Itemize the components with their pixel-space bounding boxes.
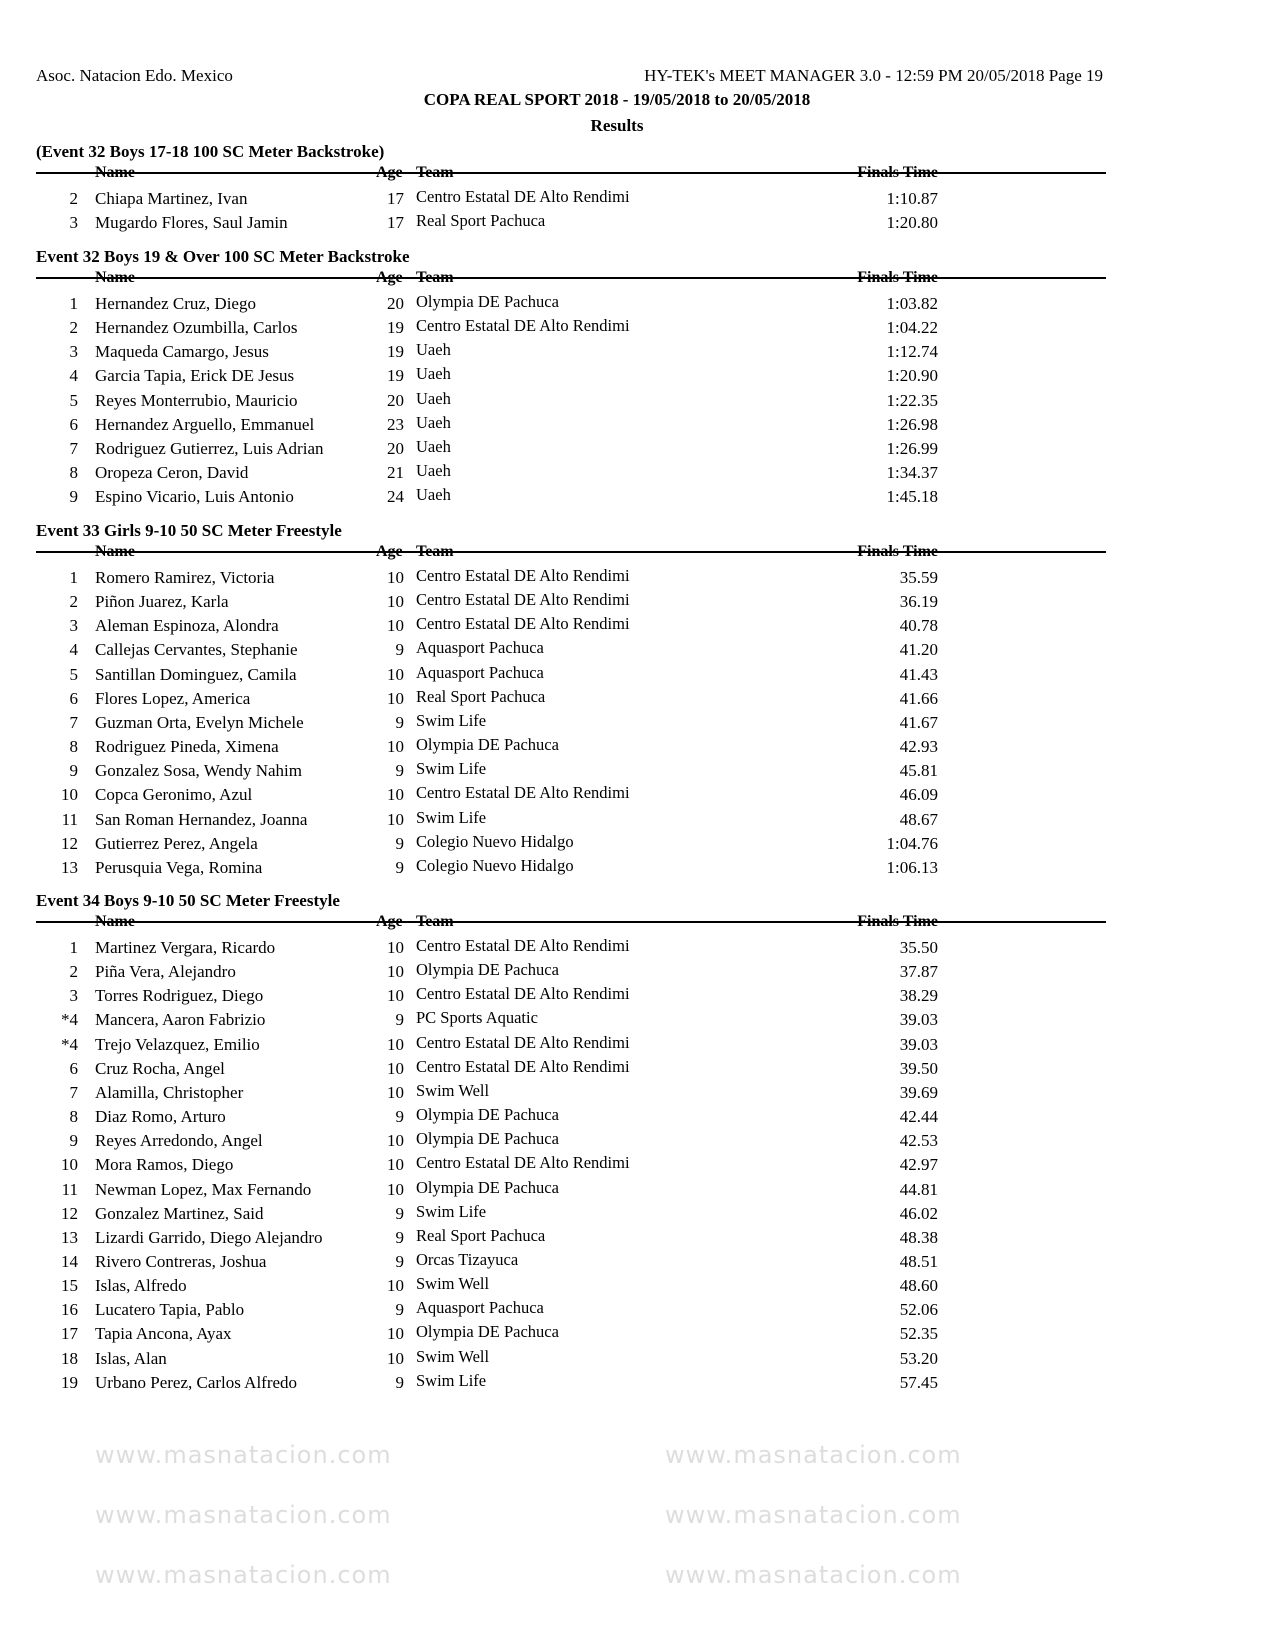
finals-time: 37.87 bbox=[899, 962, 938, 982]
header-rule bbox=[36, 921, 1106, 923]
age: 20 bbox=[387, 390, 404, 410]
swimmer-name: Aleman Espinoza, Alondra bbox=[95, 616, 279, 636]
swimmer-name: Diaz Romo, Arturo bbox=[95, 1107, 226, 1127]
column-header-finals-time: Finals Time bbox=[857, 269, 938, 286]
swimmer-name: Oropeza Ceron, David bbox=[95, 463, 249, 483]
team: Uaeh bbox=[416, 364, 451, 384]
place: 1 bbox=[69, 568, 78, 587]
place: 8 bbox=[69, 1107, 78, 1127]
swimmer-name: Copca Geronimo, Azul bbox=[95, 785, 253, 805]
age: 10 bbox=[387, 737, 404, 757]
result-row bbox=[0, 318, 1275, 342]
column-header-team: Team bbox=[416, 913, 454, 930]
team: PC Sports Aquatic bbox=[416, 1008, 538, 1028]
finals-time: 39.50 bbox=[899, 1058, 938, 1078]
swimmer-name: Mancera, Aaron Fabrizio bbox=[95, 1010, 266, 1030]
team: Olympia DE Pachuca bbox=[416, 292, 559, 311]
team: Uaeh bbox=[416, 485, 451, 505]
results-heading: Results bbox=[590, 116, 644, 135]
header-rule bbox=[36, 551, 1106, 553]
result-row bbox=[0, 1155, 1275, 1179]
result-row bbox=[0, 710, 1275, 737]
finals-time: 41.66 bbox=[899, 688, 938, 708]
age: 19 bbox=[387, 366, 404, 386]
place: 19 bbox=[61, 1372, 78, 1392]
result-row bbox=[0, 1177, 1275, 1204]
place: 2 bbox=[69, 318, 78, 338]
team: Centro Estatal DE Alto Rendimi bbox=[416, 783, 630, 803]
team: Swim Life bbox=[416, 710, 487, 730]
team: Aquasport Pachuca bbox=[416, 1298, 544, 1318]
result-row bbox=[0, 1010, 1275, 1034]
result-row bbox=[0, 1080, 1275, 1107]
result-row bbox=[0, 213, 1275, 237]
team: Orcas Tizayuca bbox=[416, 1249, 519, 1269]
finals-time: 44.81 bbox=[899, 1179, 938, 1199]
result-row bbox=[0, 487, 1275, 511]
age: 9 bbox=[395, 1251, 404, 1271]
finals-time: 35.50 bbox=[899, 938, 938, 957]
swimmer-name: San Roman Hernandez, Joanna bbox=[95, 809, 308, 829]
meet-title: COPA REAL SPORT 2018 - 19/05/2018 to 20/05/2018 bbox=[423, 90, 811, 109]
team: Centro Estatal DE Alto Rendimi bbox=[416, 1056, 630, 1076]
column-header-name: Name bbox=[95, 913, 135, 930]
place: 3 bbox=[69, 986, 78, 1006]
result-row bbox=[0, 1056, 1275, 1083]
event-title: (Event 32 Boys 17-18 100 SC Meter Backstroke) bbox=[36, 142, 385, 161]
swimmer-name: Islas, Alan bbox=[95, 1348, 167, 1368]
column-header-name: Name bbox=[95, 164, 135, 181]
finals-time: 1:10.87 bbox=[886, 189, 938, 208]
place: 8 bbox=[69, 737, 78, 757]
team: Real Sport Pachuca bbox=[416, 211, 546, 231]
team: Uaeh bbox=[416, 436, 451, 456]
age: 19 bbox=[387, 318, 404, 338]
age: 10 bbox=[387, 688, 404, 708]
result-row bbox=[0, 294, 1275, 318]
event-title: Event 34 Boys 9-10 50 SC Meter Freestyle bbox=[36, 891, 340, 910]
team: Colegio Nuevo Hidalgo bbox=[416, 831, 574, 851]
place: 6 bbox=[69, 1058, 78, 1078]
place: 6 bbox=[69, 414, 78, 434]
finals-time: 38.29 bbox=[899, 986, 938, 1006]
finals-time: 48.60 bbox=[899, 1276, 938, 1296]
event-title: Event 33 Girls 9-10 50 SC Meter Freestyle bbox=[36, 521, 342, 540]
swimmer-name: Lucatero Tapia, Pablo bbox=[95, 1300, 245, 1320]
team: Centro Estatal DE Alto Rendimi bbox=[416, 566, 630, 585]
place: 12 bbox=[61, 1203, 78, 1223]
swimmer-name: Lizardi Garrido, Diego Alejandro bbox=[95, 1227, 323, 1247]
result-row bbox=[0, 388, 1275, 415]
team: Centro Estatal DE Alto Rendimi bbox=[416, 316, 630, 336]
swimmer-name: Tapia Ancona, Ayax bbox=[95, 1324, 232, 1344]
result-row bbox=[0, 662, 1275, 689]
finals-time: 1:03.82 bbox=[886, 294, 938, 313]
finals-time: 1:26.99 bbox=[886, 438, 938, 458]
team: Aquasport Pachuca bbox=[416, 638, 544, 658]
team: Swim Life bbox=[416, 759, 487, 779]
event-title: Event 32 Boys 19 & Over 100 SC Meter Backstroke bbox=[36, 247, 410, 266]
finals-time: 52.06 bbox=[899, 1300, 938, 1320]
age: 9 bbox=[395, 833, 404, 853]
watermark: www.masnatacion.com bbox=[95, 1441, 392, 1469]
team: Uaeh bbox=[416, 412, 451, 432]
finals-time: 42.44 bbox=[899, 1107, 938, 1127]
age: 10 bbox=[387, 664, 404, 684]
place: 2 bbox=[69, 592, 78, 612]
swimmer-name: Cruz Rocha, Angel bbox=[95, 1058, 225, 1078]
finals-time: 1:04.76 bbox=[886, 833, 938, 853]
swimmer-name: Chiapa Martinez, Ivan bbox=[95, 189, 248, 208]
age: 10 bbox=[387, 1155, 404, 1175]
team: Uaeh bbox=[416, 388, 451, 408]
team: Centro Estatal DE Alto Rendimi bbox=[416, 984, 630, 1004]
result-row bbox=[0, 568, 1275, 592]
finals-time: 48.38 bbox=[899, 1227, 938, 1247]
finals-time: 1:20.90 bbox=[886, 366, 938, 386]
place: 17 bbox=[61, 1324, 78, 1344]
swimmer-name: Hernandez Arguello, Emmanuel bbox=[95, 414, 315, 434]
team: Aquasport Pachuca bbox=[416, 662, 544, 682]
swimmer-name: Reyes Monterrubio, Mauricio bbox=[95, 390, 298, 410]
age: 10 bbox=[387, 1058, 404, 1078]
result-row bbox=[0, 855, 1275, 882]
swimmer-name: Gonzalez Martinez, Said bbox=[95, 1203, 264, 1223]
watermark: www.masnatacion.com bbox=[95, 1561, 392, 1589]
swimmer-name: Newman Lopez, Max Fernando bbox=[95, 1179, 312, 1199]
result-row bbox=[0, 831, 1275, 858]
age: 24 bbox=[387, 487, 404, 507]
place: 13 bbox=[61, 857, 78, 877]
place: 11 bbox=[61, 1179, 78, 1199]
finals-time: 42.53 bbox=[899, 1131, 938, 1151]
finals-time: 1:26.98 bbox=[886, 414, 938, 434]
watermark: www.masnatacion.com bbox=[665, 1561, 962, 1589]
place: 10 bbox=[61, 1155, 78, 1175]
age: 9 bbox=[395, 1227, 404, 1247]
age: 17 bbox=[387, 213, 404, 233]
swimmer-name: Guzman Orta, Evelyn Michele bbox=[95, 712, 304, 732]
team: Swim Life bbox=[416, 807, 487, 827]
age: 10 bbox=[387, 568, 404, 587]
team: Olympia DE Pachuca bbox=[416, 1129, 559, 1149]
swimmer-name: Reyes Arredondo, Angel bbox=[95, 1131, 263, 1151]
swimmer-name: Piña Vera, Alejandro bbox=[95, 962, 236, 982]
team: Centro Estatal DE Alto Rendimi bbox=[416, 614, 630, 634]
age: 9 bbox=[395, 640, 404, 660]
header-rule bbox=[36, 172, 1106, 174]
age: 10 bbox=[387, 938, 404, 957]
finals-time: 57.45 bbox=[899, 1372, 938, 1392]
team: Real Sport Pachuca bbox=[416, 1225, 546, 1245]
place: 14 bbox=[61, 1251, 78, 1271]
place: 3 bbox=[69, 616, 78, 636]
finals-time: 35.59 bbox=[899, 568, 938, 587]
age: 10 bbox=[387, 986, 404, 1006]
finals-time: 40.78 bbox=[899, 616, 938, 636]
age: 10 bbox=[387, 1276, 404, 1296]
swimmer-name: Gonzalez Sosa, Wendy Nahim bbox=[95, 761, 302, 781]
swimmer-name: Romero Ramirez, Victoria bbox=[95, 568, 275, 587]
result-row bbox=[0, 785, 1275, 809]
finals-time: 42.93 bbox=[899, 737, 938, 757]
finals-time: 1:34.37 bbox=[886, 463, 938, 483]
team: Centro Estatal DE Alto Rendimi bbox=[416, 936, 630, 955]
age: 23 bbox=[387, 414, 404, 434]
swimmer-name: Callejas Cervantes, Stephanie bbox=[95, 640, 298, 660]
column-header-name: Name bbox=[95, 269, 135, 286]
result-row bbox=[0, 366, 1275, 390]
result-row bbox=[0, 962, 1275, 986]
age: 10 bbox=[387, 809, 404, 829]
result-row bbox=[0, 463, 1275, 487]
result-row bbox=[0, 1107, 1275, 1131]
age: 20 bbox=[387, 438, 404, 458]
finals-time: 1:12.74 bbox=[886, 342, 938, 362]
swimmer-name: Islas, Alfredo bbox=[95, 1276, 187, 1296]
team: Swim Life bbox=[416, 1201, 487, 1221]
column-header-finals-time: Finals Time bbox=[857, 164, 938, 181]
watermark: www.masnatacion.com bbox=[95, 1501, 392, 1529]
age: 10 bbox=[387, 1179, 404, 1199]
result-row bbox=[0, 640, 1275, 664]
result-row bbox=[0, 1131, 1275, 1155]
swimmer-name: Trejo Velazquez, Emilio bbox=[95, 1034, 260, 1054]
result-row bbox=[0, 1225, 1275, 1252]
result-row bbox=[0, 412, 1275, 439]
age: 9 bbox=[395, 857, 404, 877]
place: 9 bbox=[69, 1131, 78, 1151]
place: 5 bbox=[69, 390, 78, 410]
finals-time: 48.51 bbox=[899, 1251, 938, 1271]
result-row bbox=[0, 1346, 1275, 1373]
team: Olympia DE Pachuca bbox=[416, 960, 559, 980]
age: 21 bbox=[387, 463, 404, 483]
place: 8 bbox=[69, 463, 78, 483]
age: 9 bbox=[395, 1107, 404, 1127]
place: 18 bbox=[61, 1348, 78, 1368]
column-header-age: Age bbox=[376, 269, 403, 286]
age: 10 bbox=[387, 785, 404, 805]
column-header-age: Age bbox=[376, 164, 403, 181]
team: Uaeh bbox=[416, 461, 451, 481]
finals-time: 1:04.22 bbox=[886, 318, 938, 338]
team: Centro Estatal DE Alto Rendimi bbox=[416, 187, 630, 206]
team: Centro Estatal DE Alto Rendimi bbox=[416, 590, 630, 610]
team: Olympia DE Pachuca bbox=[416, 1177, 559, 1197]
age: 9 bbox=[395, 1203, 404, 1223]
swimmer-name: Torres Rodriguez, Diego bbox=[95, 986, 264, 1006]
age: 10 bbox=[387, 592, 404, 612]
swimmer-name: Santillan Dominguez, Camila bbox=[95, 664, 297, 684]
age: 10 bbox=[387, 1348, 404, 1368]
finals-time: 1:22.35 bbox=[886, 390, 938, 410]
place: 10 bbox=[61, 785, 78, 805]
finals-time: 39.03 bbox=[899, 1034, 938, 1054]
team: Swim Well bbox=[416, 1080, 490, 1100]
swimmer-name: Alamilla, Christopher bbox=[95, 1082, 244, 1102]
result-row bbox=[0, 616, 1275, 640]
place: 4 bbox=[69, 640, 78, 660]
place: 7 bbox=[69, 1082, 78, 1102]
finals-time: 42.97 bbox=[899, 1155, 938, 1175]
team: Centro Estatal DE Alto Rendimi bbox=[416, 1153, 630, 1173]
result-row bbox=[0, 342, 1275, 366]
finals-time: 1:45.18 bbox=[886, 487, 938, 507]
finals-time: 1:06.13 bbox=[886, 857, 938, 877]
place: 11 bbox=[61, 809, 78, 829]
swimmer-name: Perusquia Vega, Romina bbox=[95, 857, 263, 877]
place: 13 bbox=[61, 1227, 78, 1247]
swimmer-name: Piñon Juarez, Karla bbox=[95, 592, 229, 612]
age: 10 bbox=[387, 1034, 404, 1054]
swimmer-name: Flores Lopez, America bbox=[95, 688, 251, 708]
place: 7 bbox=[69, 712, 78, 732]
age: 9 bbox=[395, 712, 404, 732]
team: Swim Well bbox=[416, 1274, 490, 1294]
swimmer-name: Garcia Tapia, Erick DE Jesus bbox=[95, 366, 295, 386]
age: 10 bbox=[387, 1131, 404, 1151]
column-header-age: Age bbox=[376, 543, 403, 560]
team: Olympia DE Pachuca bbox=[416, 1322, 559, 1342]
place: 16 bbox=[61, 1300, 78, 1320]
result-row bbox=[0, 1300, 1275, 1324]
team: Swim Well bbox=[416, 1346, 490, 1366]
swimmer-name: Espino Vicario, Luis Antonio bbox=[95, 487, 294, 507]
result-row bbox=[0, 189, 1275, 213]
result-row bbox=[0, 1324, 1275, 1348]
team: Olympia DE Pachuca bbox=[416, 735, 559, 755]
team: Real Sport Pachuca bbox=[416, 686, 546, 706]
column-header-team: Team bbox=[416, 269, 454, 286]
place: *4 bbox=[61, 1010, 78, 1030]
swimmer-name: Rodriguez Gutierrez, Luis Adrian bbox=[95, 438, 324, 458]
place: 1 bbox=[69, 294, 78, 313]
place: 3 bbox=[69, 213, 78, 233]
result-row bbox=[0, 1201, 1275, 1228]
column-header-team: Team bbox=[416, 164, 454, 181]
swimmer-name: Martinez Vergara, Ricardo bbox=[95, 938, 276, 957]
result-row bbox=[0, 761, 1275, 785]
team: Olympia DE Pachuca bbox=[416, 1105, 559, 1125]
result-row bbox=[0, 938, 1275, 962]
swimmer-name: Urbano Perez, Carlos Alfredo bbox=[95, 1372, 298, 1392]
finals-time: 46.02 bbox=[899, 1203, 938, 1223]
place: 9 bbox=[69, 487, 78, 507]
result-row bbox=[0, 737, 1275, 761]
place: *4 bbox=[61, 1034, 78, 1054]
result-row bbox=[0, 592, 1275, 616]
age: 20 bbox=[387, 294, 404, 313]
place: 15 bbox=[61, 1276, 78, 1296]
finals-time: 53.20 bbox=[899, 1348, 938, 1368]
result-row bbox=[0, 1032, 1275, 1059]
place: 2 bbox=[69, 962, 78, 982]
team: Uaeh bbox=[416, 340, 451, 360]
result-row bbox=[0, 686, 1275, 713]
age: 9 bbox=[395, 1300, 404, 1320]
swimmer-name: Gutierrez Perez, Angela bbox=[95, 833, 258, 853]
team: Colegio Nuevo Hidalgo bbox=[416, 855, 574, 875]
place: 3 bbox=[69, 342, 78, 362]
age: 10 bbox=[387, 1082, 404, 1102]
age: 9 bbox=[395, 1010, 404, 1030]
age: 17 bbox=[387, 189, 404, 208]
place: 9 bbox=[69, 761, 78, 781]
place: 12 bbox=[61, 833, 78, 853]
column-header-finals-time: Finals Time bbox=[857, 913, 938, 930]
organization-name: Asoc. Natacion Edo. Mexico bbox=[36, 66, 233, 85]
software-info: HY-TEK's MEET MANAGER 3.0 - 12:59 PM 20/05/2018 Page 19 bbox=[644, 66, 1103, 85]
place: 4 bbox=[69, 366, 78, 386]
place: 5 bbox=[69, 664, 78, 684]
swimmer-name: Rodriguez Pineda, Ximena bbox=[95, 737, 279, 757]
finals-time: 48.67 bbox=[899, 809, 938, 829]
finals-time: 41.67 bbox=[899, 712, 938, 732]
result-row bbox=[0, 1370, 1275, 1397]
result-row bbox=[0, 1249, 1275, 1276]
place: 7 bbox=[69, 438, 78, 458]
finals-time: 52.35 bbox=[899, 1324, 938, 1344]
header-rule bbox=[36, 277, 1106, 279]
watermark: www.masnatacion.com bbox=[665, 1501, 962, 1529]
age: 9 bbox=[395, 1372, 404, 1392]
age: 9 bbox=[395, 761, 404, 781]
column-header-name: Name bbox=[95, 543, 135, 560]
column-header-team: Team bbox=[416, 543, 454, 560]
finals-time: 1:20.80 bbox=[886, 213, 938, 233]
swimmer-name: Maqueda Camargo, Jesus bbox=[95, 342, 269, 362]
result-row bbox=[0, 1276, 1275, 1300]
team: Centro Estatal DE Alto Rendimi bbox=[416, 1032, 630, 1052]
result-row bbox=[0, 436, 1275, 463]
column-header-finals-time: Finals Time bbox=[857, 543, 938, 560]
swimmer-name: Hernandez Ozumbilla, Carlos bbox=[95, 318, 298, 338]
finals-time: 41.20 bbox=[899, 640, 938, 660]
swimmer-name: Rivero Contreras, Joshua bbox=[95, 1251, 267, 1271]
age: 10 bbox=[387, 1324, 404, 1344]
age: 10 bbox=[387, 616, 404, 636]
finals-time: 45.81 bbox=[899, 761, 938, 781]
swimmer-name: Mora Ramos, Diego bbox=[95, 1155, 234, 1175]
swimmer-name: Hernandez Cruz, Diego bbox=[95, 294, 256, 313]
swimmer-name: Mugardo Flores, Saul Jamin bbox=[95, 213, 288, 233]
team: Swim Life bbox=[416, 1370, 487, 1390]
finals-time: 36.19 bbox=[899, 592, 938, 612]
finals-time: 46.09 bbox=[899, 785, 938, 805]
column-header-age: Age bbox=[376, 913, 403, 930]
watermark: www.masnatacion.com bbox=[665, 1441, 962, 1469]
age: 10 bbox=[387, 962, 404, 982]
place: 1 bbox=[69, 938, 78, 957]
finals-time: 39.03 bbox=[899, 1010, 938, 1030]
age: 19 bbox=[387, 342, 404, 362]
result-row bbox=[0, 986, 1275, 1010]
result-row bbox=[0, 807, 1275, 834]
place: 2 bbox=[69, 189, 78, 208]
finals-time: 39.69 bbox=[899, 1082, 938, 1102]
place: 6 bbox=[69, 688, 78, 708]
finals-time: 41.43 bbox=[899, 664, 938, 684]
